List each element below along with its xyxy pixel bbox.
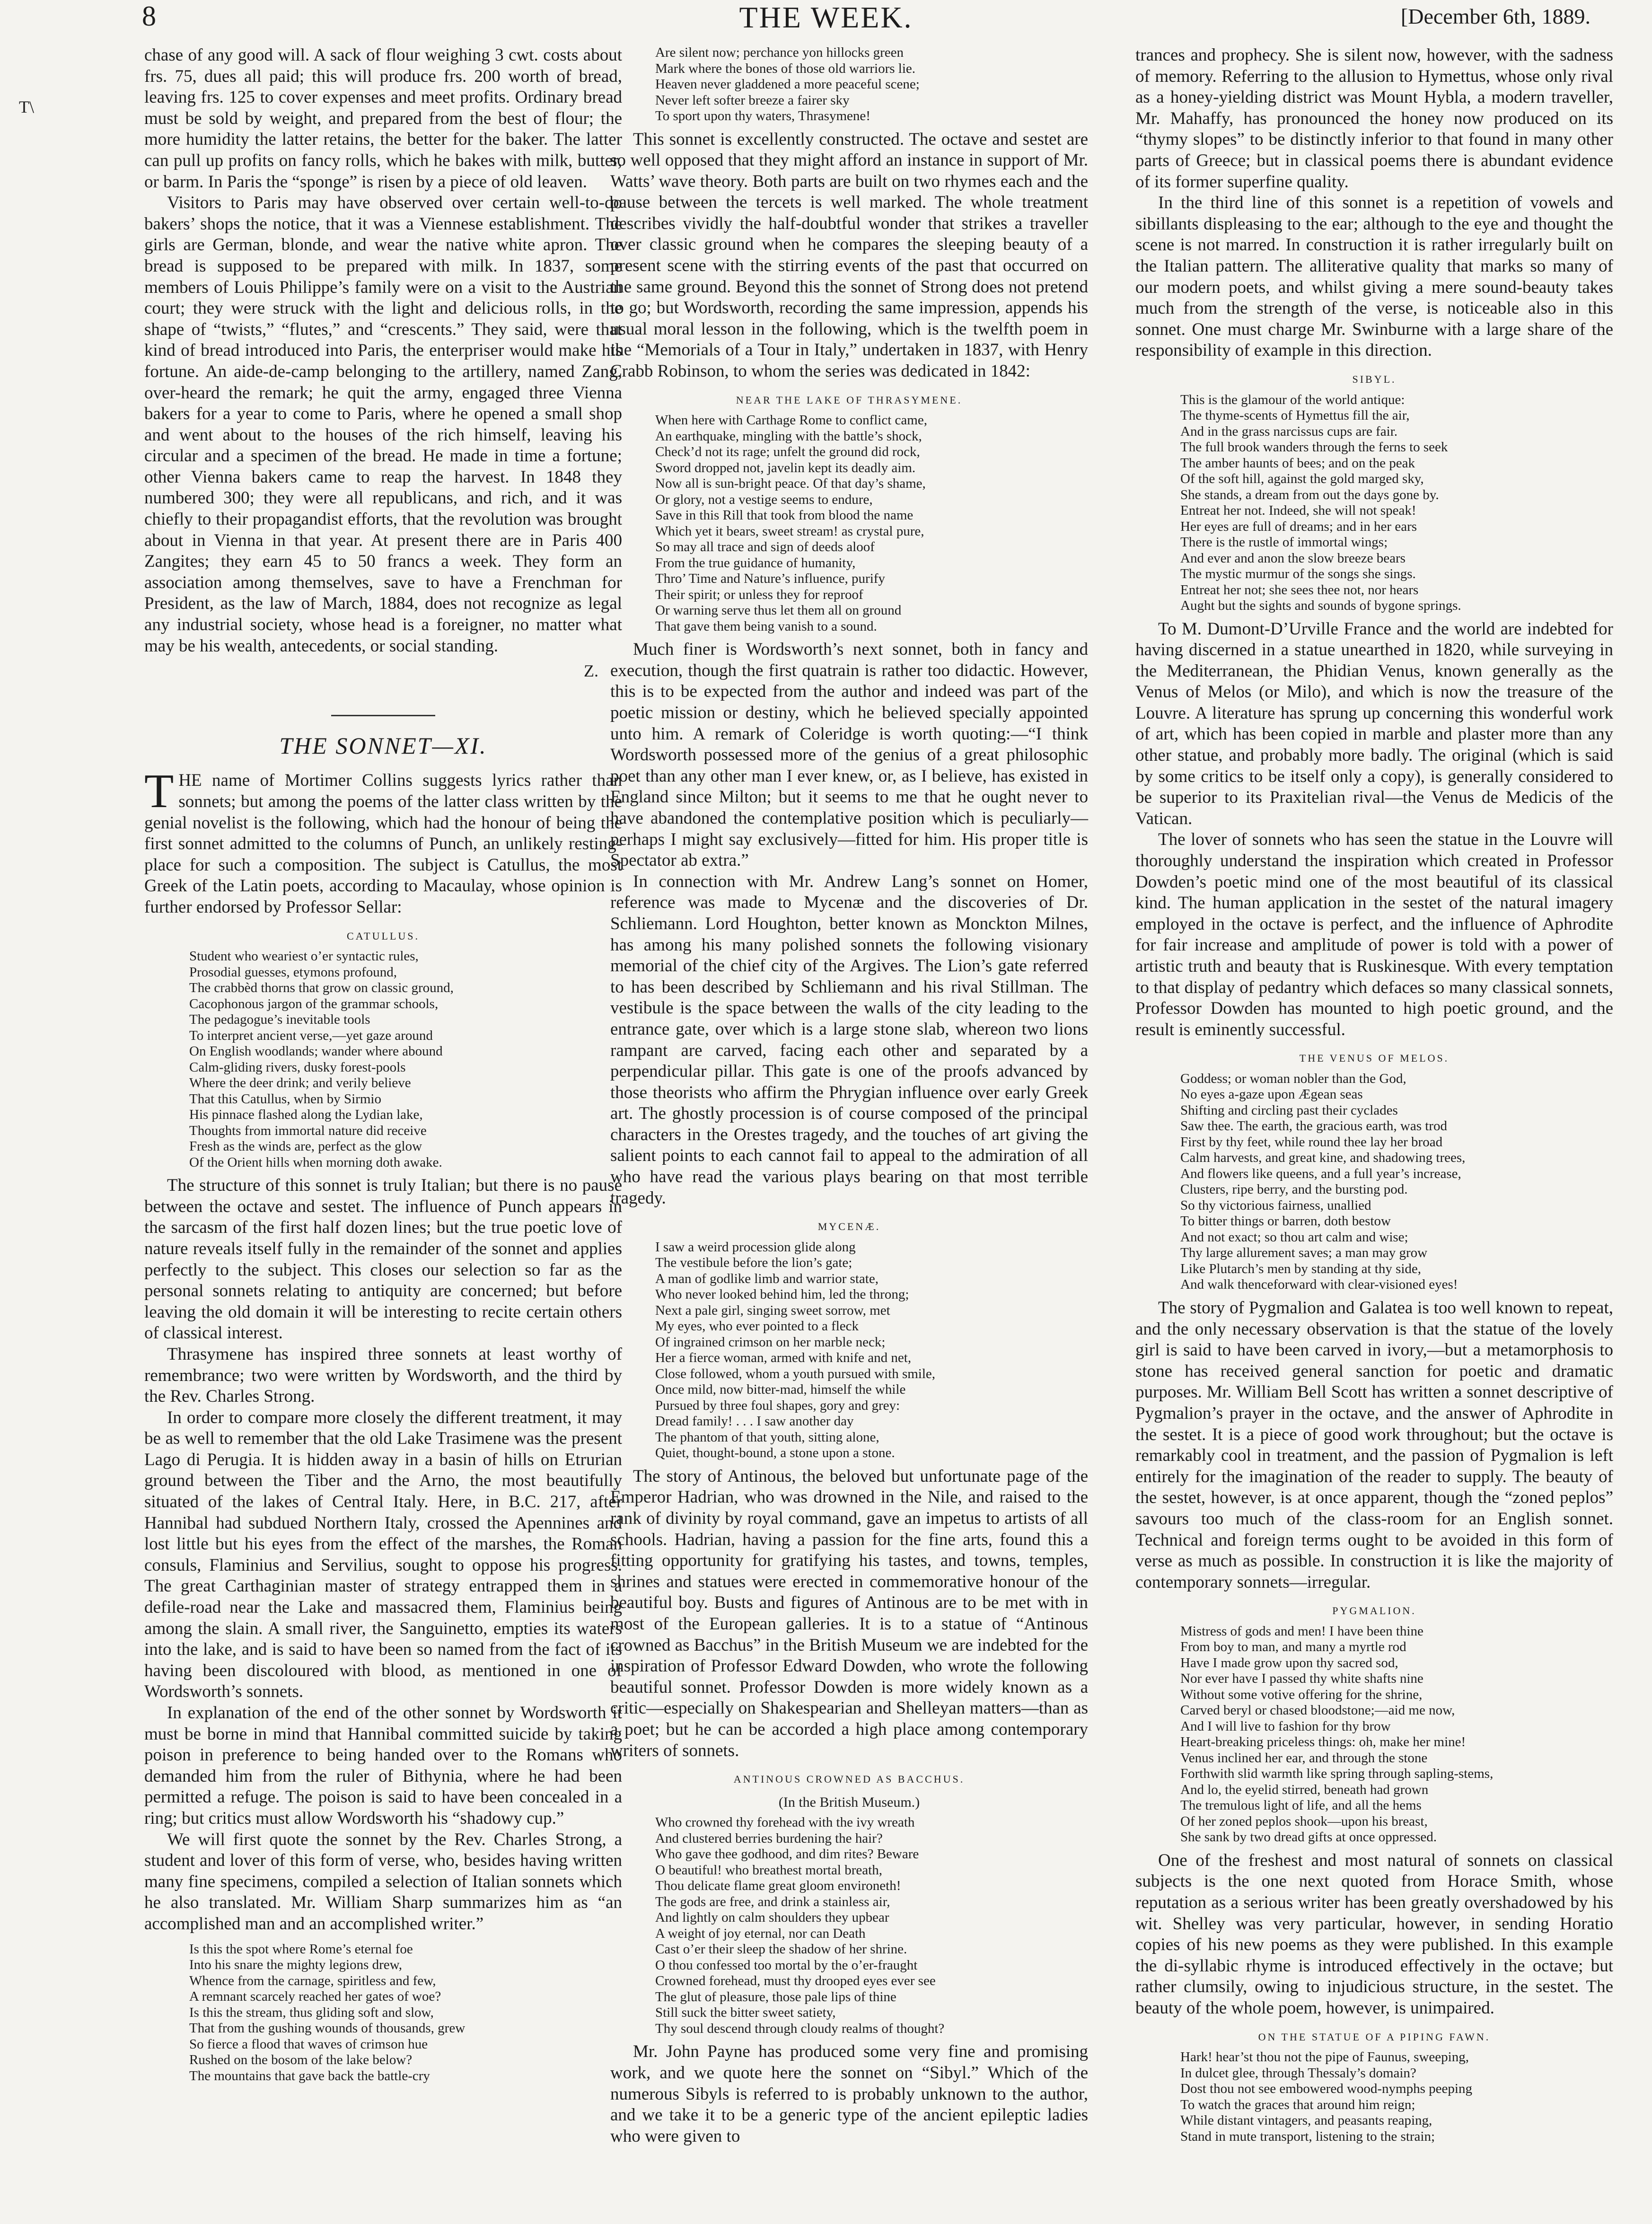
poem-subtitle: (In the British Museum.) — [778, 1794, 920, 1810]
poem-line: O beautiful! who breathest mortal breath, — [655, 1862, 882, 1878]
paragraph: We will first quote the sonnet by the Rev. Charles Strong, a student and lover of this form of verse, who, besides having written many fine specimens, compiled a selection of Italian sonnets which he also translated. Mr. William Sharp summarizes him as “an accomplished man and an accomplished writer.” — [144, 1829, 622, 1934]
poem-line: The pedagogue’s inevitable tools — [189, 1012, 370, 1028]
poem-line: And clustered berries burdening the hair? — [655, 1830, 883, 1846]
poem-line: From boy to man, and many a myrtle rod — [1180, 1639, 1406, 1655]
poem-line: Venus inclined her ear, and through the stone — [1180, 1750, 1428, 1766]
poem-line: Heart-breaking priceless things: oh, make her mine! — [1180, 1734, 1466, 1750]
poem-line: Cast o’er their sleep the shadow of her shrine. — [655, 1942, 907, 1957]
poem-line: From the true guidance of humanity, — [655, 555, 856, 571]
paragraph-text: HE name of Mortimer Collins suggests lyrics rather than sonnets; but among the poems of the latter class written by the genial novelist is the following, which had the honour of being the first sonnet admitted to the columns of Punch, an unlikely resting-place for such a composition. The subject is Catullus, the most Greek of the Latin poets, according to Macaulay, whose opinion is further endorsed by Professor Sellar: — [144, 771, 622, 917]
poem-line: In dulcet glee, through Thessaly’s domain? — [1180, 2065, 1416, 2081]
poem-line: Heaven never gladdened a more peaceful scene; — [655, 77, 920, 92]
poem-line: No eyes a-gaze upon Ægean seas — [1180, 1087, 1363, 1102]
poem-line: Never left softer breeze a fairer sky — [655, 92, 850, 108]
margin-mark: T\ — [19, 97, 34, 116]
poem-title: PYGMALION. — [1332, 1605, 1416, 1617]
paragraph — [144, 765, 622, 918]
poem-line: The mystic murmur of the songs she sings. — [1180, 566, 1416, 581]
poem-line: I saw a weird procession glide along — [655, 1239, 856, 1255]
poem-line: Is this the spot where Rome’s eternal foe — [189, 1941, 413, 1957]
section-divider — [331, 715, 435, 716]
poem-line: To watch the graces that around him reign; — [1180, 2097, 1415, 2112]
poem — [189, 949, 622, 1170]
poem-line: That gave them being vanish to a sound. — [655, 618, 877, 634]
page-number: 8 — [142, 0, 156, 32]
poem-line: She stands, a dream from out the days gone by. — [1180, 487, 1439, 502]
poem-line: Dread family! . . . I saw another day — [655, 1414, 854, 1429]
poem-line: Close followed, whom a youth pursued with smile, — [655, 1366, 936, 1381]
poem — [655, 1815, 1088, 2037]
poem-line: Forthwith slid warmth like spring through sapling-stems, — [1180, 1766, 1494, 1782]
poem-line: Fresh as the winds are, perfect as the glow — [189, 1139, 422, 1154]
poem-line: Aught but the sights and sounds of bygone springs. — [1180, 598, 1461, 613]
poem-line: Shifting and circling past their cyclades — [1180, 1102, 1398, 1118]
article-title: THE SONNET—XI. — [279, 732, 487, 759]
poem-line: The tremulous light of life, and all the hems — [1180, 1798, 1422, 1813]
poem-title: THE VENUS OF MELOS. — [1299, 1052, 1450, 1064]
poem-line: Entreat her not. Indeed, she will not speak! — [1180, 503, 1416, 518]
poem-line: Dost thou not see embowered wood-nymphs peeping — [1180, 2081, 1472, 2097]
paragraph: In the third line of this sonnet is a repetition of vowels and sibillants displeasing to the ear; although to the eye and thought the scene is not marred. In construction it is rather irregularly built on the Italian pattern. The alliterative quality that marks so many of our modern poets, and whilst giving a mere sound-beauty takes much from the strength of the verse, is noticeable also in this sonnet. One must charge Mr. Swinburne with a large share of the responsibility of example in this direction. — [1135, 193, 1613, 360]
poem-line: The gods are free, and drink a stainless air, — [655, 1894, 890, 1909]
poem-line: The crabbèd thorns that grow on classic ground, — [189, 980, 454, 996]
poem-line: Or warning serve thus let them all on ground — [655, 603, 902, 618]
poem-line: To interpret ancient verse,—yet gaze around — [189, 1028, 433, 1043]
poem-line: A weight of joy eternal, nor can Death — [655, 1925, 866, 1941]
issue-date: [December 6th, 1889. — [1400, 4, 1590, 28]
poem-line: Calm harvests, and great kine, and shadowing trees, — [1180, 1150, 1466, 1166]
poem-line: The phantom of that youth, sitting alone, — [655, 1429, 879, 1445]
poem-line: Are silent now; perchance yon hillocks green — [655, 45, 904, 60]
poem-line: She sank by two dread gifts at once oppressed. — [1180, 1829, 1437, 1845]
poem-line: My eyes, who ever pointed to a fleck — [655, 1319, 859, 1334]
poem-line: The vestibule before the lion’s gate; — [655, 1255, 852, 1271]
paragraph: In explanation of the end of the other sonnet by Wordsworth it must be borne in mind that Hannibal committed suicide by taking poison in preference to being handed over to the Romans who demanded him from the ruler of Bithynia, where he had been permitted a refuge. The poison is said to have been concealed in a ring; but critics must allow Wordsworth his “shadowy cup.” — [144, 1703, 622, 1828]
poem-line: And walk thenceforward with clear-visioned eyes! — [1180, 1277, 1458, 1292]
poem-line: Next a pale girl, singing sweet sorrow, met — [655, 1302, 890, 1318]
poem-line: Stand in mute transport, listening to the strain; — [1180, 2128, 1435, 2144]
poem-line: Student who weariest o’er syntactic rules, — [189, 949, 419, 964]
paragraph: Mr. John Payne has produced some very fine and promising work, and we quote here the sonnet on “Sibyl.” Which of the numerous Sibyls is referred to is probably unknown to the author, and we take it to be a generic type of the ancient epileptic ladies who were given to — [610, 2042, 1088, 2146]
poem-line: While distant vintagers, and peasants reaping, — [1180, 2113, 1432, 2128]
poem-line: Save in this Rill that took from blood the name — [655, 508, 914, 523]
poem-line: And ever and anon the slow breeze bears — [1180, 550, 1406, 566]
poem-line: Of the soft hill, against the gold marged sky, — [1180, 471, 1424, 486]
poem-line: Thou delicate flame great gloom environeth! — [655, 1878, 901, 1894]
poem-line: And lo, the eyelid stirred, beneath had grown — [1180, 1782, 1429, 1797]
poem-line: Prosodial guesses, etymons profound, — [189, 964, 397, 980]
poem-line: Whence from the carnage, spiritless and few, — [189, 1973, 436, 1988]
poem-line: Who crowned thy forehead with the ivy wreath — [655, 1815, 915, 1830]
poem-line: Or glory, not a vestige seems to endure, — [655, 492, 873, 507]
poem-line: On English woodlands; wander where abound — [189, 1044, 443, 1059]
poem-line: The mountains that gave back the battle-cry — [189, 2068, 430, 2083]
poem-line: So thy victorious fairness, unallied — [1180, 1197, 1371, 1213]
poem-line: To bitter things or barren, doth bestow — [1180, 1213, 1391, 1229]
poem-line: And lightly on calm shoulders they upbear — [655, 1910, 889, 1925]
column-3 — [1135, 45, 1613, 2149]
poem-line: Cacophonous jargon of the grammar schools, — [189, 996, 439, 1011]
poem-line: Have I made grow upon thy sacred sod, — [1180, 1655, 1398, 1670]
poem-line: Who never looked behind him, led the throng; — [655, 1287, 909, 1302]
poem-line: Thy large allurement saves; a man may grow — [1180, 1245, 1428, 1261]
author-signature: Z. — [584, 661, 598, 681]
paragraph: In connection with Mr. Andrew Lang’s sonnet on Homer, reference was made to Mycenæ and the discoveries of Dr. Schliemann. Lord Houghton, better known as Monckton Milnes, has among his many polished sonnets the following visionary memorial of the chief city of the Argives. The Lion’s gate referred to has been described by Schliemann and his rival Stillman. The vestibule is the space between the walls of the city leading to the entrance gate, over which is a large stone slab, whereon two lions rampant are carved, facing each other and separated by a perpendicular pillar. This gate is one of the proofs advanced by those theorists who affirm the Phrygian influence over early Greek art. The ghostly procession is of course composed of the principal characters in the Orestes tragedy, and the touches of art giving the salient points to each cannot fail to appeal to the admiration of all who have read the various plays bearing on that most terrible tragedy. — [610, 871, 1088, 1208]
paragraph: The structure of this sonnet is truly Italian; but there is no pause between the octave and sestet. The influence of Punch appears in the sarcasm of the first half dozen lines; but the true poetic love of nature reveals itself fully in the remainder of the sonnet and applies perfectly to the subject. This closes our selection so far as the personal sonnets relating to antiquity are concerned; but before leaving the old domain it will be interesting to recite certain others of classical interest. — [144, 1176, 622, 1343]
poem-line: Who gave thee godhood, and dim rites? Beware — [655, 1846, 919, 1862]
poem-line: That from the gushing wounds of thousands, grew — [189, 2021, 466, 2036]
poem-line: Her eyes are full of dreams; and in her ears — [1180, 519, 1417, 534]
poem-line: Still suck the bitter sweet satiety, — [655, 2005, 836, 2021]
poem-line: Calm-gliding rivers, dusky forest-pools — [189, 1059, 406, 1075]
paragraph: Much finer is Wordsworth’s next sonnet, both in fancy and execution, though the first quatrain is rather too didactic. However, this is to be expected from the author and indeed was part of the poetic mission or destiny, which he believed specially appointed unto him. A remark of Coleridge is worth quoting:—“I think Wordsworth possessed more of the genius of a great philosophic poet than any other man I ever knew, or, as I believe, has existed in England since Milton; but it seems to me that he ought never to have abandoned the contemplative position which is peculiarly—perhaps I might say exclusively—fitted for him. His proper title is Spectator ab extra.” — [610, 640, 1088, 870]
paragraph: The lover of sonnets who has seen the statue in the Louvre will thoroughly understand the inspiration which created in Professor Dowden’s poetic mind one of the most beautiful of its classical kind. The human application in the sestet of the natural imagery employed in the octave is perfect, and the influence of Aphrodite for fair increase and amplitude of power is told with a power of artistic truth and beauty that is Ruskinesque. With every temptation to that display of pedantry which defaces so many classical sonnets, Professor Dowden has mounted to high poetic ground, and the result is eminently successful. — [1135, 830, 1613, 1039]
paragraph: chase of any good will. A sack of flour weighing 3 cwt. costs about frs. 75, dues all paid; this will produce frs. 200 worth of bread, leaving frs. 125 to cover expenses and meet profits. Ordinary bread must be sold by weight, and prepared from the best of flour; the more humidity the latter retains, the better for the baker. The latter can pull up profits on fancy rolls, which he bakes with milk, butter, or barm. In Paris the “sponge” is risen by a piece of old leaven. — [144, 45, 622, 192]
poem-line: Of the Orient hills when morning doth awake. — [189, 1154, 442, 1170]
poem-title: MYCENÆ. — [817, 1221, 881, 1233]
poem-line: Thro’ Time and Nature’s influence, purify — [655, 571, 885, 587]
poem-line: Now all is sun-bright peace. Of that day’s shame, — [655, 476, 926, 492]
poem-line: Thy soul descend through cloudy realms of thought? — [655, 2021, 945, 2036]
poem-line: The full brook wanders through the ferns to seek — [1180, 440, 1448, 455]
paragraph: To M. Dumont-D’Urville France and the world are indebted for having discerned in a statue unearthed in 1820, while surveying in the Mediterranean, the Phidian Venus, known generally as the Venus of Melos (or Milo), and which is now the treasure of the Louvre. A literature has sprung up concerning this wonderful work of art, which has been copied in marble and plaster more than any other statue, and probably more badly. The original (which is said by some critics to be itself only a copy), is generally considered to be superior to its Praxitelian rival—the Venus de Medicis of the Vatican. — [1135, 619, 1613, 828]
poem-line: O thou confessed too mortal by the o’er-fraught — [655, 1957, 918, 1973]
poem-line: Once mild, now bitter-mad, himself the while — [655, 1382, 906, 1398]
poem-line: Pursued by three foul shapes, gory and grey: — [655, 1398, 900, 1413]
poem-title: ON THE STATUE OF A PIPING FAWN. — [1258, 2031, 1491, 2043]
poem-title: NEAR THE LAKE OF THRASYMENE. — [736, 394, 963, 406]
poem-line: Entreat her not; she sees thee not, nor hears — [1180, 582, 1419, 598]
poem-line: Thoughts from immortal nature did receive — [189, 1123, 427, 1138]
poem-line: Where the deer drink; and verily believe — [189, 1075, 411, 1091]
poem-line: So may all trace and sign of deeds aloof — [655, 539, 875, 555]
poem-line: An earthquake, mingling with the battle’s shock, — [655, 428, 922, 444]
page-header — [0, 0, 1652, 38]
poem-line: To sport upon thy waters, Thrasymene! — [655, 108, 870, 123]
poem-line: And I will live to fashion for thy brow — [1180, 1718, 1391, 1734]
poem-line: Check’d not its rage; unfelt the ground did rock, — [655, 444, 920, 460]
paragraph: The story of Pygmalion and Galatea is too well known to repeat, and the only necessary observation is that the statue of the lovely girl is said to have been carved in ivory,—but a metamorphosis to stone has received general sanction for poetic and dramatic purposes. Mr. William Bell Scott has written a sonnet descriptive of Pygmalion’s prayer in the octave, and the answer of Aphrodite in the sestet. It is a piece of good work throughout; but the octave is remarkably cool in treatment, and the passion of Pygmalion is left entirely for the imagination of the reader to supply. The beauty of the sestet, however, is at once apparent, though the “zoned peplos” savours too much of the class-room for an English sonnet. Technical and foreign terms ought to be avoided in this form of verse as much as possible. In construction it is like the majority of contemporary sonnets—irregular. — [1135, 1298, 1613, 1592]
paragraph: One of the freshest and most natural of sonnets on classical subjects is the one next quoted from Horace Smith, whose reputation as a serious writer has been greatly overshadowed by his wit. Shelley was very particular, however, in sending Horatio copies of his new poems as they were published. In this example the di-syllabic rhyme is introduced effectively in the octave; but rather clumsily, owing to injudicious structure, in the sestet. The beauty of the whole poem, however, is unimpaired. — [1135, 1850, 1613, 2018]
poem-line: Of her zoned peplos shook—upon his breast, — [1180, 1813, 1428, 1829]
poem-line: Sword dropped not, javelin kept its deadly aim. — [655, 460, 916, 475]
poem-line: Nor ever have I passed thy white shafts nine — [1180, 1671, 1424, 1687]
drop-cap: T — [144, 765, 174, 818]
poem-line: First by thy feet, while round thee lay her broad — [1180, 1134, 1443, 1150]
poem-line: His pinnace flashed along the Lydian lake, — [189, 1107, 423, 1123]
poem-line: So fierce a flood that waves of crimson hue — [189, 2036, 428, 2052]
poem — [1180, 1071, 1613, 1293]
poem — [655, 413, 1088, 634]
poem-title: ANTINOUS CROWNED AS BACCHUS. — [733, 1773, 965, 1785]
column-1 — [144, 45, 622, 2089]
paragraph: This sonnet is excellently constructed. The octave and sestet are so well opposed that they might afford an instance in support of Mr. Watts’ wave theory. Both parts are built on two rhymes each and the pause between the tercets is well marked. The whole treatment describes vividly the half-doubtful wonder that strikes a traveller over classic ground when he compares the sleeping beauty of a present scene with the stirring events of the past that occurred on the same ground. Beyond this the sonnet of Strong does not pretend to go; but Wordsworth, recording the same impression, appends his usual moral lesson in the following, which is the twelfth poem in the “Memorials of a Tour in Italy,” undertaken in 1837, with Henry Crabb Robinson, to whom the series was dedicated in 1842: — [610, 129, 1088, 381]
poem-line: The thyme-scents of Hymettus fill the air, — [1180, 408, 1410, 423]
poem-line: Into his snare the mighty legions drew, — [189, 1957, 402, 1973]
paragraph: Visitors to Paris may have observed over certain well-to-do bakers’ shops the notice, that it was a Viennese establishment. The girls are German, blonde, and wear the native white apron. The bread is supposed to be prepared with milk. In 1837, some members of Louis Philippe’s family were on a visit to the Austrian court; they were struck with the light and delicious rolls, in the shape of “twists,” “flutes,” and “crescents.” They said, were that kind of bread introduced into Paris, the enterpriser would make his fortune. An aide-de-camp belonging to the artillery, named Zang, over-heard the remark; he quit the army, engaged three Vienna bakers for a year to come to Paris, where he opened a small shop and went about to the houses of the rich himself, leaving his circular and a specimen of the bread. He made in time a fortune; other Vienna bakers came to reap the harvest. In 1848 they numbered 300; they were all republicans, and rich, and it was chiefly to their propagandist efforts, that the revolution was brought about in Vienna in that year. At present there are in Paris 400 Zangites; they earn 45 to 50 francs a week. They form an association among themselves, save to have a Frenchman for President, as the law of March, 1884, does not recognize as legal any industrial society, whose head is a foreigner, no matter what may be his wealth, antecedents, or social standing. — [144, 193, 622, 656]
poem-line: The amber haunts of bees; and on the peak — [1180, 455, 1415, 471]
poem-line: And flowers like queens, and a full year’s increase, — [1180, 1166, 1461, 1181]
poem-line: Clusters, ripe berry, and the bursting pod. — [1180, 1182, 1408, 1197]
poem — [1180, 2049, 1613, 2145]
poem-line: Like Plutarch’s men by standing at thy side, — [1180, 1261, 1422, 1276]
poem-line: Their spirit; or unless they for reproof — [655, 587, 863, 602]
poem-line: A remnant scarcely reached her gates of woe? — [189, 1989, 441, 2004]
poem — [189, 1942, 622, 2084]
column-2 — [610, 45, 1088, 2147]
paragraph: The story of Antinous, the beloved but unfortunate page of the Emperor Hadrian, who was drowned in the Nile, and raised to the rank of divinity by royal command, gave an impetus to artists of all schools. Hadrian, having a passion for the fine arts, found this a fitting opportunity for gratifying his tastes, and towns, temples, shrines and statues were erected in commemorative honour of the beautiful boy. Busts and figures of Antinous are to be met with in most of the European galleries. It is to a statue of “Antinous crowned as Bacchus” in the British Museum we are indebted for the inspiration of Professor Edward Dowden, who wrote the following beautiful sonnet. Professor Dowden is more widely known as a critic—especially on Shakespearian and Shelleyan matters—than as a poet; but he can be accorded a high place among contemporary writers of sonnets. — [610, 1466, 1089, 1760]
poem — [655, 1239, 1088, 1461]
poem — [655, 45, 1088, 124]
poem-line: When here with Carthage Rome to conflict came, — [655, 413, 927, 428]
poem-line: Mistress of gods and men! I have been thine — [1180, 1623, 1424, 1639]
poem-line: This is the glamour of the world antique: — [1180, 392, 1405, 407]
poem-line: And in the grass narcissus cups are fair. — [1180, 423, 1398, 439]
poem-line: Goddess; or woman nobler than the God, — [1180, 1071, 1406, 1086]
paragraph: In order to compare more closely the different treatment, it may be as well to remember that the old Lake Trasimene was the present Lago di Perugia. It is hidden away in a basin of hills on Etrurian ground between the Tiber and the Arno, the most beautifully situated of the lakes of Central Italy. Here, in B.C. 217, after Hannibal had subdued Northern Italy, crossed the Apennines and lost little but his eyes from the effect of the marshes, the Roman consuls, Flaminius and Servilius, sought to oppose his progress. The great Carthaginian master of strategy entrapped them in a defile-road near the Lake and massacred them, Flaminius being among the slain. A small river, the Sanguinetto, empties its waters into the lake, and is said to have been so named from the fact of its having been discoloured with blood, as mentioned in one of Wordsworth’s sonnets. — [144, 1407, 622, 1702]
publication-title: THE WEEK. — [739, 0, 913, 34]
poem-line: That this Catullus, when by Sirmio — [189, 1091, 381, 1107]
poem-line: The glut of pleasure, those pale lips of thine — [655, 1989, 896, 2004]
poem-title: SIBYL. — [1352, 373, 1397, 385]
paragraph: trances and prophecy. She is silent now, however, with the sadness of memory. Referring to the allusion to Hymettus, whose only rival as a honey-yielding district was Mount Hybla, a modern traveller, Mr. Mahaffy, has pronounced the honey now produced on its “thymy slopes” to be distinctly inferior to that found in many other parts of Greece; but in classical poems there is abundant evidence of its former superfine quality. — [1135, 45, 1613, 192]
poem-line: Rushed on the bosom of the lake below? — [189, 2052, 413, 2068]
poem-title: CATULLUS. — [347, 930, 420, 942]
poem-line: Quiet, thought-bound, a stone upon a stone. — [655, 1445, 895, 1461]
poem-line: Hark! hear’st thou not the pipe of Faunus, sweeping, — [1180, 2049, 1469, 2065]
poem-line: Without some votive offering for the shrine, — [1180, 1687, 1423, 1702]
poem-line: Saw thee. The earth, the gracious earth, was trod — [1180, 1118, 1447, 1134]
poem-line: And not exact; so thou art calm and wise; — [1180, 1229, 1408, 1245]
poem-line: There is the rustle of immortal wings; — [1180, 535, 1388, 550]
poem — [1180, 1624, 1613, 1846]
poem — [1180, 392, 1613, 614]
poem-line: Mark where the bones of those old warriors lie. — [655, 61, 916, 76]
poem-line: Of ingrained crimson on her marble neck; — [655, 1334, 886, 1350]
paragraph: Thrasymene has inspired three sonnets at least worthy of remembrance; two were written by Wordsworth, and the third by the Rev. Charles Strong. — [144, 1344, 622, 1406]
poem-line: Crowned forehead, must thy drooped eyes ever see — [655, 1973, 936, 1989]
poem-line: Which yet it bears, sweet stream! as crystal pure, — [655, 523, 924, 539]
poem-line: A man of godlike limb and warrior state, — [655, 1271, 879, 1286]
poem-line: Her a fierce woman, armed with knife and net, — [655, 1350, 912, 1366]
poem-line: Is this the stream, thus gliding soft and slow, — [189, 2004, 434, 2020]
poem-line: Carved beryl or chased bloodstone;—aid me now, — [1180, 1703, 1455, 1718]
